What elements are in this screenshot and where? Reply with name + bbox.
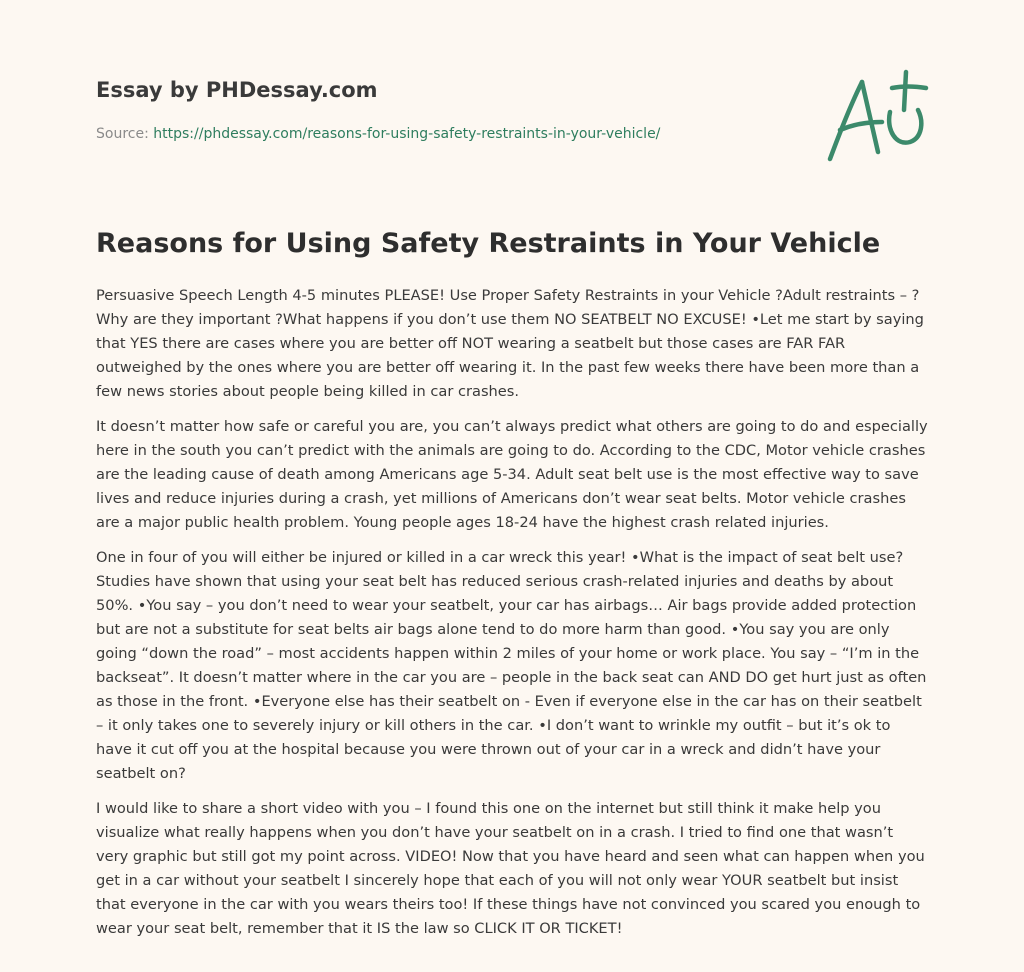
a-plus-grade-icon [818,66,930,166]
essay-title: Reasons for Using Safety Restraints in Your Vehicle [96,228,881,259]
essay-paragraph: Persuasive Speech Length 4-5 minutes PLEASE! Use Proper Safety Restraints in your Vehicle ?Adult restraints – ?Why are they important ?What happens if you don’t use them NO SEATBELT NO EXCUSE! •Let me start by saying that YES there are cases where you are better off NOT wearing a seatbelt but those cases are FAR FAR outweighed by the ones where you are better off wearing it. In the past few weeks there have been more than a few news stories about people being killed in car crashes. [96,287,924,400]
essay-paragraph: I would like to share a short video with you – I found this one on the internet but still think it make help you visualize what really happens when you don’t have your seatbelt on in a crash. I tried to find one that wasn’t very graphic but still got my point across. VIDEO! Now that you have heard and seen what can happen when you get in a car without your seatbelt I sincerely hope that each of you will not only wear YOUR seatbelt but insist that everyone in the car with you wears theirs too! If these things have not convinced you scared you enough to wear your seat belt, remember that it IS the law so CLICK IT OR TICKET! [96,800,925,937]
source-line [96,124,796,144]
essay-content [96,226,928,952]
site-title: Essay by PHDessay.com [96,78,378,102]
essay-paragraph: It doesn’t matter how safe or careful you are, you can’t always predict what others are going to do and especially here in the south you can’t predict with the animals are going to do. According to the CDC, Motor vehicle crashes are the leading cause of death among Americans age 5-34. Adult seat belt use is the most effective way to save lives and reduce injuries during a crash, yet millions of Americans don’t wear seat belts. Motor vehicle crashes are a major public health problem. Young people ages 18-24 have the highest crash related injuries. [96,418,928,531]
source-label: Source: [96,126,149,142]
essay-paragraph: One in four of you will either be injured or killed in a car wreck this year! •What is the impact of seat belt use? Studies have shown that using your seat belt has reduced serious crash-related injuries and deaths by about 50%. •You say – you don’t need to wear your seatbelt, your car has airbags… Air bags provide added protection but are not a substitute for seat belts air bags alone tend to do more harm than good. •You say you are only going “down the road” – most accidents happen within 2 miles of your home or work place. You say – “I’m in the backseat”. It doesn’t matter where in the car you are – people in the back seat can AND DO get hurt just as often as those in the front. •Everyone else has their seatbelt on - Even if everyone else in the car has on their seatbelt – it only takes one to severely injury or kill others in the car. •I don’t want to wrinkle my outfit – but it’s ok to have it cut off you at the hospital because you were thrown out of your car in a wreck and didn’t have your seatbelt on? [96,549,927,782]
page-header [96,76,796,144]
source-link[interactable]: https://phdessay.com/reasons-for-using-safety-restraints-in-your-vehicle/ [153,126,661,142]
